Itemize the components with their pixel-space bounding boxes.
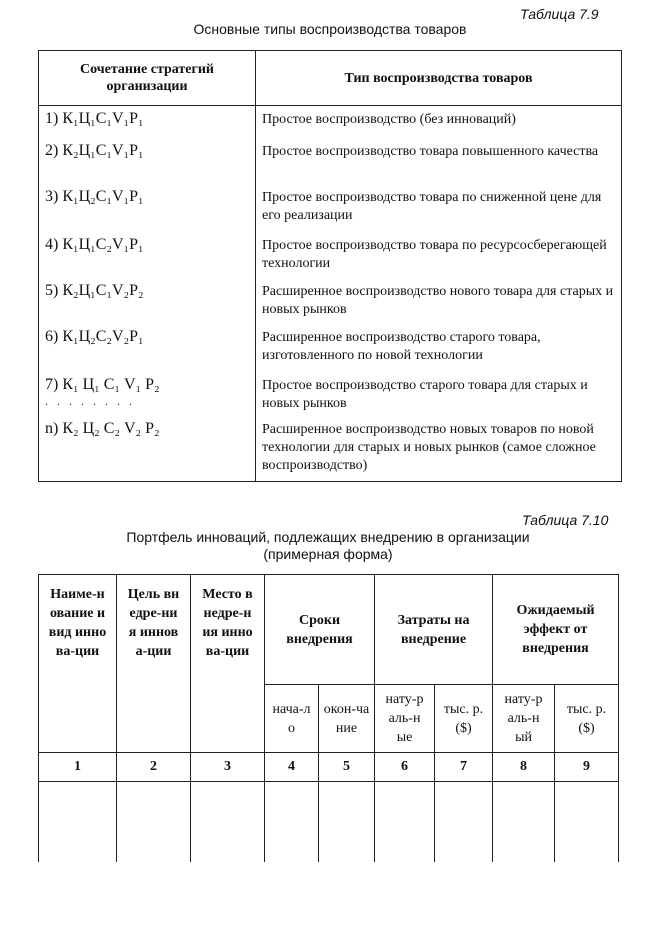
column-number: 6: [375, 753, 435, 782]
ellipsis-dots: . . . . . . . .: [45, 393, 135, 408]
subheader-cell: нату-раль-ный: [493, 685, 555, 753]
column-number: 9: [555, 753, 619, 782]
empty-cell: [191, 782, 265, 863]
subheader-cell: нату-раль-ные: [375, 685, 435, 753]
header-implementation-terms: Сроки внедрения: [265, 575, 375, 685]
empty-cell: [435, 782, 493, 863]
empty-cell: [555, 782, 619, 863]
table-row: [39, 138, 622, 184]
table-row: [39, 232, 622, 278]
reproduction-type-cell: Расширенное воспроизводство нового товара для старых и новых рынков: [256, 278, 622, 324]
strategy-combination: 7) К₁ Ц₁ С₁ V₁ Р₂: [45, 375, 160, 393]
column-number: 7: [435, 753, 493, 782]
strategy-combination: 6) К₁Ц₂С₂V₂Р₁: [45, 327, 144, 345]
innovation-portfolio-table: [38, 574, 619, 862]
strategy-combination-cell: [39, 278, 256, 324]
strategy-combination: 1) К₁Ц₁С₁V₁Р₁: [45, 110, 144, 127]
subheader-cell: окон-чание: [319, 685, 375, 753]
strategy-combination-cell: [39, 324, 256, 372]
strategy-combination-cell: [39, 416, 256, 482]
column-number: 2: [117, 753, 191, 782]
header-implementation-place: Место внедре-ния иннова-ции: [191, 575, 265, 753]
header-implementation-costs: Затраты на внедрение: [375, 575, 493, 685]
table-row: [39, 416, 622, 482]
strategy-combination: 4) К₁Ц₁С₂V₁Р₁: [45, 235, 144, 253]
reproduction-type-cell: Простое воспроизводство товара по ресурсосберегающей технологии: [256, 232, 622, 278]
reproduction-type-cell: Расширенное воспроизводство новых товаров по новой технологии для старых и новых рынков (самое сложное воспроизводство): [256, 416, 622, 482]
table-7-9-title: Основные типы воспроизводства товаров: [193, 21, 467, 37]
table-7-10-title: Портфель инноваций, подлежащих внедрению в организации: [126, 529, 530, 545]
header-strategy-combination: Сочетание стратегий организации: [39, 51, 256, 106]
subheader-cell: тыс. р. ($): [555, 685, 619, 753]
strategy-combination-cell: [39, 184, 256, 232]
column-number: 4: [265, 753, 319, 782]
header-reproduction-type: Тип воспроизводства товаров: [256, 51, 622, 106]
table-row: [39, 372, 622, 416]
column-number: 8: [493, 753, 555, 782]
empty-cell: [493, 782, 555, 863]
strategy-combination-cell: [39, 106, 256, 138]
reproduction-type-cell: Расширенное воспроизводство старого товара, изготовленного по новой технологии: [256, 324, 622, 372]
strategy-combination-cell: [39, 138, 256, 184]
column-number: 1: [39, 753, 117, 782]
reproduction-type-cell: Простое воспроизводство товара по сниженной цене для его реализации: [256, 184, 622, 232]
empty-cell: [319, 782, 375, 863]
strategy-combination: 3) К₁Ц₂С₁V₁Р₁: [45, 187, 144, 205]
strategy-combination-cell: [39, 232, 256, 278]
column-number: 3: [191, 753, 265, 782]
empty-cell: [117, 782, 191, 863]
strategy-combination: 2) К₂Ц₁С₁V₁Р₁: [45, 141, 144, 159]
subheader-cell: нача-ло: [265, 685, 319, 753]
column-number: 5: [319, 753, 375, 782]
strategy-combination-cell: [39, 372, 256, 416]
header-expected-effect: Ожидаемый эффект от внедрения: [493, 575, 619, 685]
strategy-combination: n) К₂ Ц₂ С₂ V₂ Р₂: [45, 419, 160, 437]
subheader-cell: тыс. р. ($): [435, 685, 493, 753]
empty-cell: [39, 782, 117, 863]
header-innovation-name: Наиме-нование и вид иннова-ции: [39, 575, 117, 753]
reproduction-type-cell: Простое воспроизводство старого товара для старых и новых рынков: [256, 372, 622, 416]
table-row: [39, 106, 622, 138]
table-7-10-subtitle: (примерная форма): [263, 546, 393, 562]
table-row: [39, 184, 622, 232]
empty-cell: [375, 782, 435, 863]
table-7-10-number: Таблица 7.10: [522, 512, 609, 528]
reproduction-type-cell: Простое воспроизводство товара повышенного качества: [256, 138, 622, 184]
header-implementation-goal: Цель внедре-ния иннова-ции: [117, 575, 191, 753]
table-row: [39, 324, 622, 372]
table-7-9-number: Таблица 7.9: [520, 6, 599, 22]
strategy-combination: 5) К₂Ц₁С₁V₂Р₂: [45, 281, 144, 299]
table-row: [39, 278, 622, 324]
reproduction-type-cell: Простое воспроизводство (без инноваций): [256, 106, 622, 138]
empty-cell: [265, 782, 319, 863]
reproduction-types-table: [38, 50, 622, 482]
